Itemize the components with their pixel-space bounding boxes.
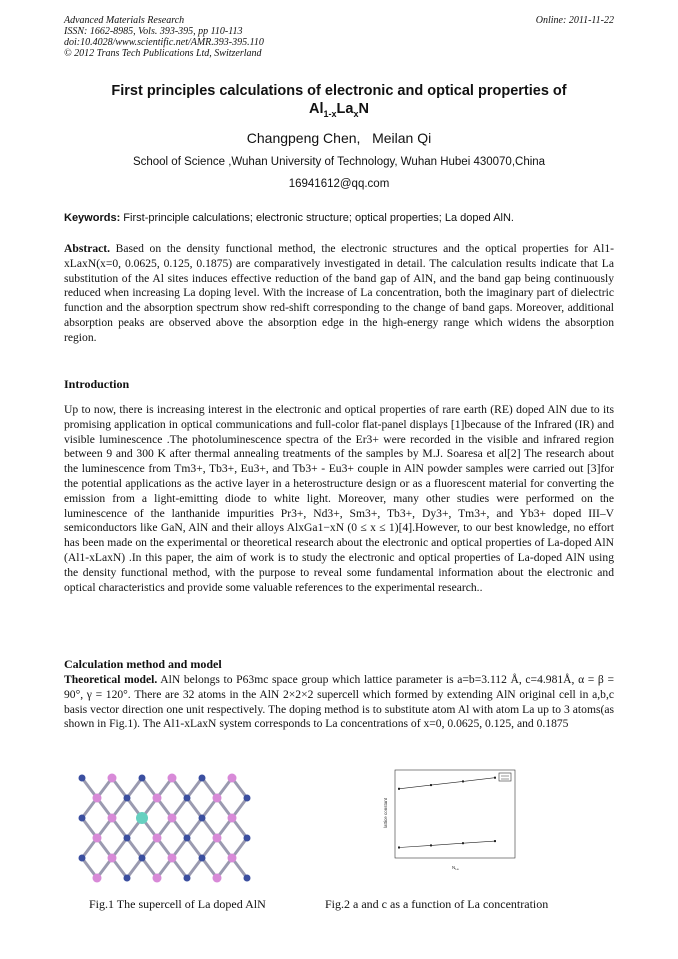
n-atom	[244, 835, 251, 842]
al-atom	[108, 854, 117, 863]
keywords	[64, 212, 614, 224]
al-atom	[93, 794, 102, 803]
email: 16941612@qq.com	[288, 178, 390, 190]
data-point	[494, 777, 496, 779]
data-point	[462, 780, 464, 782]
al-atom	[153, 874, 162, 883]
data-point	[430, 784, 432, 786]
calc-heading: Calculation method and model	[64, 657, 222, 671]
la-atom	[136, 812, 148, 824]
n-atom	[124, 875, 131, 882]
al-atom	[108, 814, 117, 823]
bond	[127, 778, 142, 798]
paper-title	[64, 82, 614, 118]
series-line-2	[399, 841, 495, 847]
title-line-1: First principles calculations of electronic and optical properties of	[111, 83, 567, 99]
al-atom	[168, 854, 177, 863]
al-atom	[93, 874, 102, 883]
series-line-1	[399, 778, 495, 789]
lattice-structure	[79, 774, 251, 883]
n-atom	[139, 855, 146, 862]
n-atom	[244, 875, 251, 882]
calc-paragraph	[64, 673, 614, 732]
n-atom	[244, 795, 251, 802]
abstract-text: Based on the density functional method, the electronic structures and the optical properties for Al1-xLaxN(x=0, 0.0625, 0.125, 0.1875) are comparatively investigated in detail. The calculation results indicate that La substitution of the Al sites induces effective reduction of the band gap of AlN, and the band gap being continuously reduced when increasing La doping level. With the increase of La concentration, both the imaginary part of dielectric function and the absorption spectrum show red-shift corresponding to the change of band gaps. Moreover, additional absorption peaks are observed above the absorption edge in the high-energy range which widens the absorption region.	[64, 242, 614, 344]
legend-box	[499, 773, 511, 781]
calc-label: Theoretical model.	[64, 673, 158, 686]
plot-frame	[395, 770, 515, 858]
n-atom	[184, 835, 191, 842]
keywords-label: Keywords:	[64, 212, 121, 224]
data-point	[494, 840, 496, 842]
al-atom	[228, 814, 237, 823]
bond	[187, 858, 202, 878]
al-atom	[213, 834, 222, 843]
data-point	[398, 847, 400, 849]
abstract	[64, 242, 614, 346]
bond	[187, 818, 202, 838]
doi-line: doi:10.4028/www.scientific.net/AMR.393-395.110	[64, 37, 264, 48]
al-atom	[108, 774, 117, 783]
copyright-line: © 2012 Trans Tech Publications Ltd, Switzerland	[64, 48, 262, 59]
n-atom	[199, 775, 206, 782]
al-atom	[153, 794, 162, 803]
al-atom	[153, 834, 162, 843]
x-axis-label: $N_{La}$	[452, 865, 459, 871]
fig1-caption: Fig.1 The supercell of La doped AlN	[89, 897, 266, 911]
n-atom	[79, 815, 86, 822]
introduction-text: Up to now, there is increasing interest in the electronic and optical properties of rare earth (RE) doped AlN due to its promising application in optical communications and full-color flat-panel displays [1]because of the Infrared (IR) and visible luminescence .The photoluminescence spectra of the Er3+ were recorded in the visible and infrared region between 9 and 300 K after thermal annealing treatments of the samples by M.J. Soaresa et al[2] The research about the luminescence from Tm3+, Tb3+, Eu3+, and Tb3+ - Eu3+ couple in AlN powder samples were carried out [3]for the potential applications as the active layer in a heterostructure design or as a fluorescent material for converting the emission from a light-emitting diode to white light. Moreover, many other studies were performed on the luminescence of the lanthanide impurities Pr3+, Nd3+, Sm3+, Tb3+, Dy3+, Tm3+, and Yb3+ doped III–V semiconductors like GaN, AlN and their alloys AlxGa1−xN (0 ≤ x ≤ 1)[4].However, to our best knowledge, no effort has been made on the experimental or theoretical research about the electronic and optical properties of La-doped AlN (Al1-xLaxN) .In this paper, the aim of work is to study the electronic and optical properties of La-doped AlN using the density functional method, with the purpose to reveal some fundamental information about the electronic and optical characteristics and provide some valuable references to the experimental research..	[64, 403, 614, 594]
n-atom	[79, 775, 86, 782]
introduction-heading: Introduction	[64, 377, 130, 391]
bond	[187, 798, 202, 818]
bond	[127, 858, 142, 878]
lattice-chart	[383, 768, 523, 872]
journal-name: Advanced Materials Research	[64, 15, 185, 26]
calc-text: AlN belongs to P63mc space group which lattice parameter is a=b=3.112 Å, c=4.981Å, α = β = 90°, γ = 120°. There are 32 atoms in the AlN 2×2×2 supercell which formed by extending AlN original cell in a,b,c basis vector direction one unit respectively. The doping method is to substitute atom Al with atom La up to 3 atoms(as shown in Fig.1). The Al1-xLaxN system corresponds to La concentrations of x=0, 0.0625, 0.125, and 0.1875	[64, 673, 614, 731]
chart-marks	[398, 777, 496, 849]
affiliation: School of Science ,Wuhan University of Technology, Wuhan Hubei 430070,China	[132, 156, 546, 168]
al-atom	[93, 834, 102, 843]
n-atom	[124, 795, 131, 802]
authors: Changpeng Chen, Meilan Qi	[246, 130, 432, 146]
bond	[187, 838, 202, 858]
n-atom	[199, 815, 206, 822]
data-point	[430, 844, 432, 846]
al-atom	[168, 814, 177, 823]
issn-line: ISSN: 1662-8985, Vols. 393-395, pp 110-113	[64, 26, 243, 37]
data-point	[398, 788, 400, 790]
data-point	[462, 842, 464, 844]
al-atom	[228, 854, 237, 863]
title-line-2: $Al_{1-x}La_xN$	[309, 101, 369, 119]
n-atom	[79, 855, 86, 862]
n-atom	[184, 875, 191, 882]
bond	[127, 838, 142, 858]
y-axis-label: lattice constant	[383, 797, 388, 828]
bond	[187, 778, 202, 798]
keywords-text: First-principle calculations; electronic structure; optical properties; La doped AlN.	[120, 212, 514, 224]
abstract-label: Abstract.	[64, 242, 111, 255]
journal-header	[64, 15, 264, 59]
n-atom	[139, 775, 146, 782]
n-atom	[199, 855, 206, 862]
al-atom	[213, 794, 222, 803]
n-atom	[124, 835, 131, 842]
online-date: Online: 2011-11-22	[535, 15, 614, 26]
fig2-caption: Fig.2 a and c as a function of La concentration	[325, 897, 549, 911]
supercell-figure	[72, 770, 262, 890]
al-atom	[168, 774, 177, 783]
al-atom	[213, 874, 222, 883]
n-atom	[184, 795, 191, 802]
al-atom	[228, 774, 237, 783]
